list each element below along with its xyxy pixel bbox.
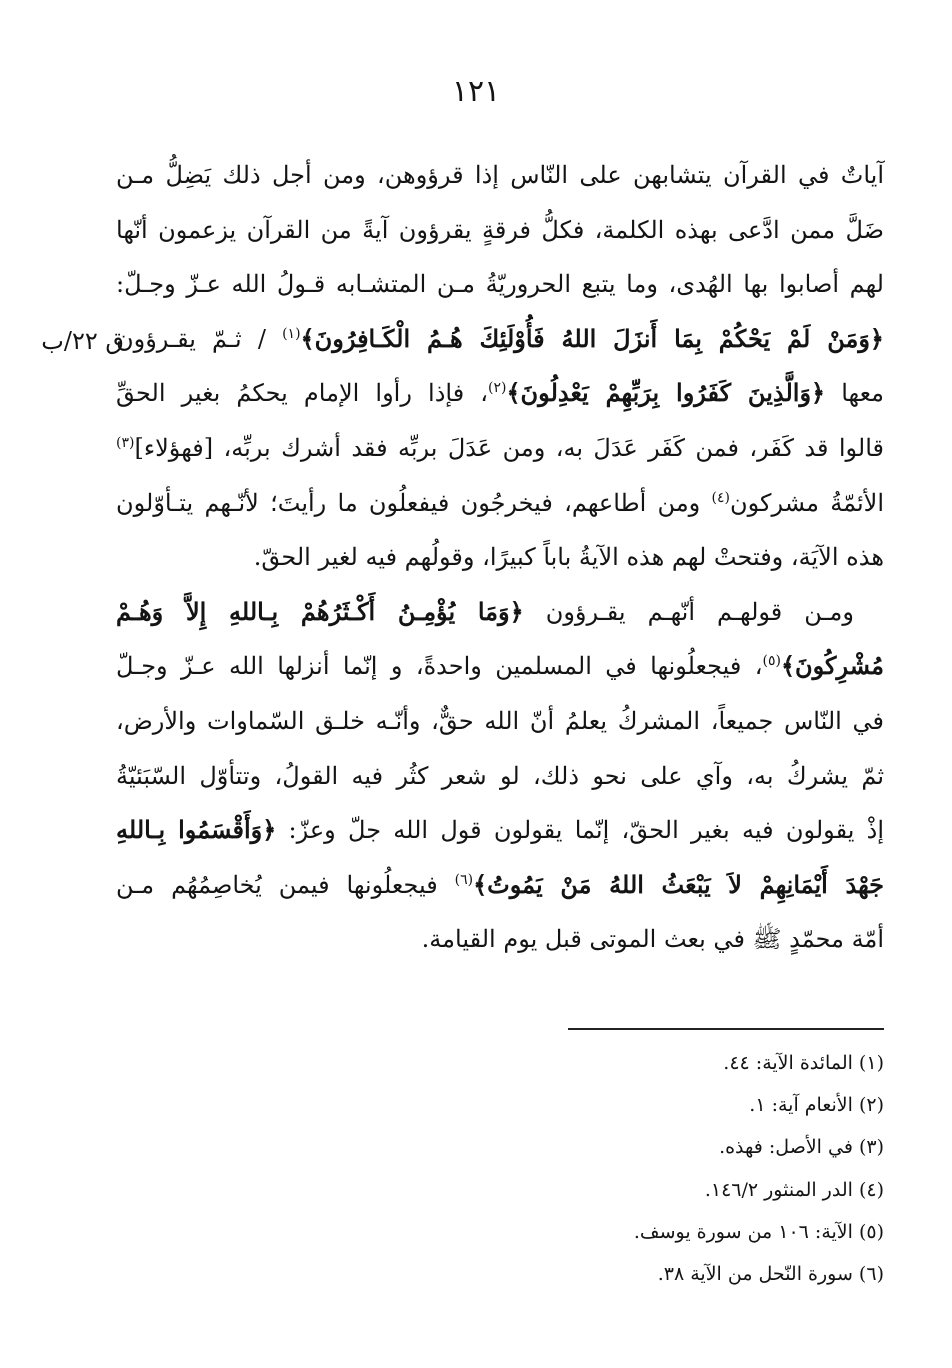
text-line: [116, 639, 884, 694]
text-segment: ، فيجعلُونها في المسلمين واحدةً، و إنّما أنزلها الله عـزّ وجـلّ: [116, 652, 763, 681]
text-segment: الأئمّةُ مشركون: [730, 488, 884, 517]
text-line: [116, 312, 884, 367]
text-segment: فيجعلُونها فيمن يُخاصِمُهُم مـن: [116, 870, 455, 899]
text-line: [116, 366, 884, 421]
footnote-item: (٤) الدر المنثور ١٤٦/٢.: [704, 1178, 884, 1201]
text-line: [116, 476, 884, 531]
footnote-item: (٣) في الأصل: فهذه.: [719, 1136, 884, 1159]
footnote-ref: (٥): [762, 653, 781, 670]
text-segment: معها: [825, 379, 885, 408]
quran-verse: ﴿وَأَقْسَمُوا بِـاللهِ: [116, 815, 277, 845]
text-segment: آياتٌ في القرآن يتشابهن على النّاس إذا قرؤوهن، ومن أجل ذلك يَضِلُّ مـن: [116, 161, 884, 189]
footnote-item: (١) المائدة الآية: ٤٤.: [723, 1052, 884, 1074]
text-line: [116, 912, 884, 967]
text-segment: ثمّ يشركُ به، وآي على نحو ذلك، لو شعر كثُر فيه القولُ، وتتأوّل السّبَئيّةُ: [116, 761, 884, 790]
text-line: [116, 803, 884, 858]
text-segment: أمّة محمّدٍ ﷺ في بعث الموتى قبل يوم القيامة.: [421, 925, 884, 954]
text-line: [116, 148, 884, 203]
footnote-item: (٦) سورة النّحل من الآية ٣٨.: [657, 1262, 884, 1285]
text-segment: قالوا قد كَفَر، فمن كَفَر عَدَلَ به، ومن عَدَلَ بربِّه فقد أشرك بربِّه، [فهؤلاء]: [134, 433, 884, 462]
text-line: [116, 749, 884, 804]
quran-verse: ﴿وَمَا يُؤْمِـنُ أَكْـثَرُهُمْ بِـاللهِ إِلاَّ وَهُـمْ: [116, 596, 524, 626]
footnote-item: (٢) الأنعام آية: ١.: [749, 1094, 884, 1117]
text-segment: لهم أصابوا بها الهُدى، وما يتبع الحروريّةُ مـن المتشـابه قـولُ الله عـزّ وجـلّ:: [116, 270, 884, 299]
text-segment: ، فإذا رأوا الإمام يحكمُ بغير الحقِّ: [116, 379, 489, 408]
footnote-ref: (٦): [454, 871, 474, 888]
footnote-ref: (٢): [488, 380, 507, 397]
text-segment: ضَلَّ ممن ادَّعى بهذه الكلمة، فكلُّ فرقةٍ يقرؤون آيةً من القرآن يزعمون أنّها: [116, 215, 884, 244]
text-line: [116, 203, 884, 258]
quran-verse: مُشْرِكُونَ﴾: [780, 651, 884, 681]
footnote-item: (٥) الآية: ١٠٦ من سورة يوسف.: [633, 1220, 884, 1243]
footnotes-block: [116, 1042, 884, 1295]
text-segment: هذه الآيَة، وفتحتْ لهم هذه الآيةُ باباً كبيرًا، وقولُهم فيه لغير الحقّ.: [253, 543, 884, 572]
text-segment: في النّاس جميعاً، المشركُ يعلمُ أنّ الله حقٌّ، وأنّـه خلـق السّماوات والأرض،: [116, 706, 884, 735]
text-segment: / ثـمّ يقـرؤون: [116, 324, 283, 353]
text-segment: ومن أطاعهم، فيخرجُون فيفعلُون ما رأيتَ؛ لأنّـهم يتـأوّلون: [116, 488, 712, 517]
text-line: [116, 530, 884, 585]
quran-verse: ﴿وَمَنْ لَمْ يَحْكُمْ بِمَا أَنزَلَ اللهُ فَأُوْلَئِكَ هُـمُ الْكَـافِرُونَ﴾: [300, 323, 884, 353]
text-line: [116, 257, 884, 312]
text-line: [116, 421, 884, 476]
text-segment: ومـن قولهـم أنّهـم يقـرؤون: [523, 597, 854, 626]
quran-verse: ﴿وَالَّذِينَ كَفَرُوا بِرَبِّهِمْ يَعْدِلُونَ﴾: [506, 378, 826, 408]
text-segment: إذْ يقولون فيه بغير الحقّ، إنّما يقولون قول الله جلّ وعزّ:: [276, 816, 884, 845]
footnote-ref: (٣): [116, 434, 135, 451]
footnote-ref: (١): [282, 325, 301, 342]
text-line: [116, 694, 884, 749]
page-number: ١٢١: [451, 74, 501, 109]
folio-margin-note: ق ٢٢/ب: [41, 327, 124, 355]
text-line: [116, 585, 884, 640]
quran-verse: جَهْدَ أَيْمَانِهِمْ لاَ يَبْعَثُ اللهُ مَنْ يَمُوتُ﴾: [473, 869, 884, 899]
main-text-block: [116, 148, 884, 967]
footnote-ref: (٤): [711, 489, 730, 506]
text-line: [116, 858, 884, 913]
footnote-separator: [568, 1028, 884, 1030]
